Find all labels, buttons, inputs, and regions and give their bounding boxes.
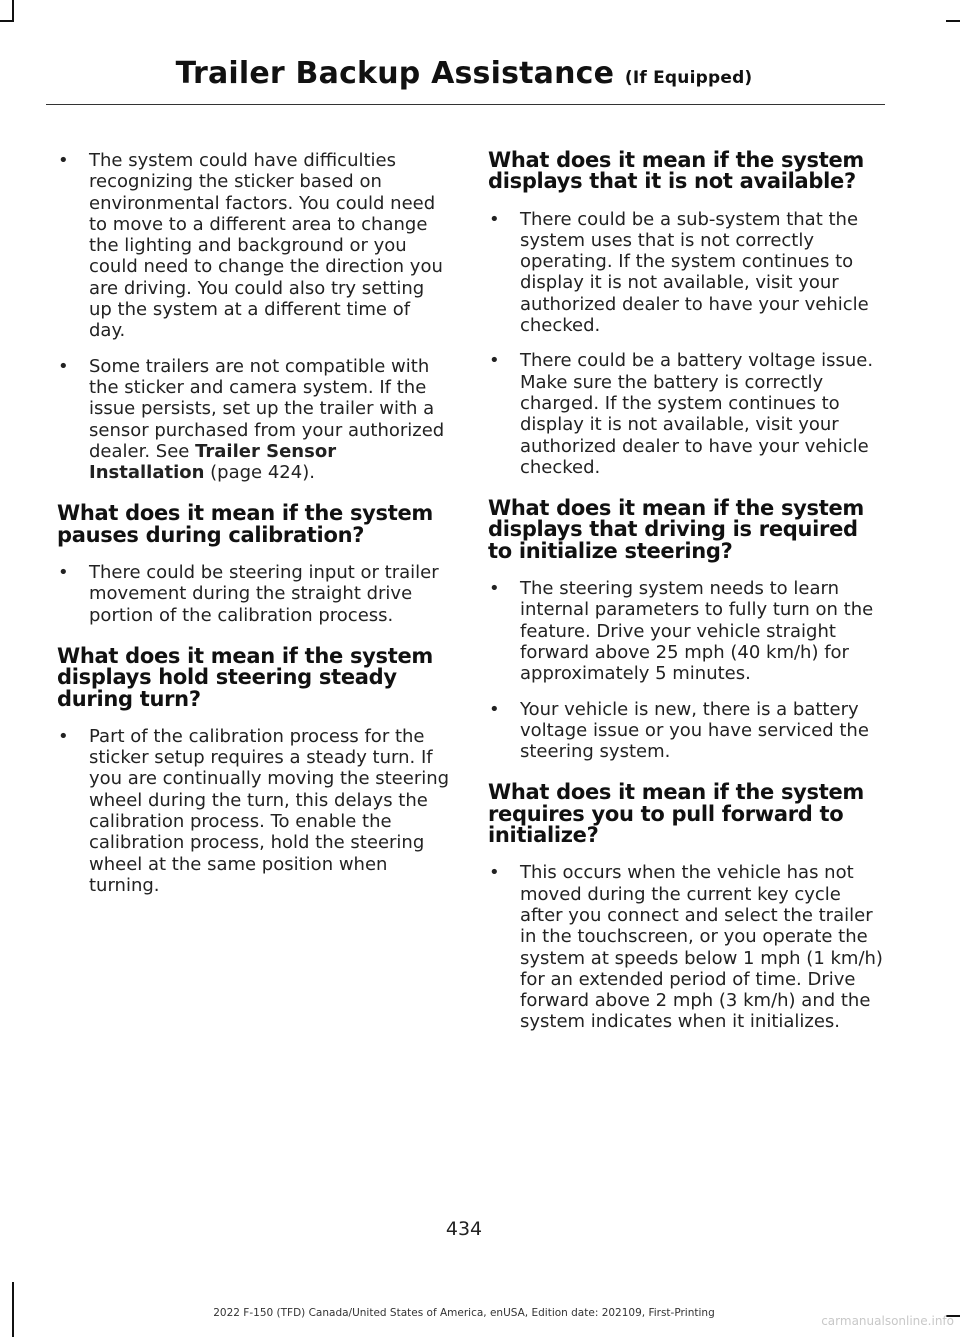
section-heading: What does it mean if the system pauses during calibration? [57,501,433,547]
bullet-text: There could be steering input or trailer movement during the straight drive portion of the calibration process. [89,562,439,626]
bullet-dot: • [58,562,69,584]
section-heading: What does it mean if the system displays that it is not available? [488,148,864,194]
crop-mark-top-right [946,20,960,22]
bullet-dot: • [58,725,69,747]
list-item [488,578,886,684]
header-title-text: Trailer Backup Assistance [175,56,615,91]
list-item [57,150,452,342]
bullet-dot: • [489,578,500,600]
bullet-text: This occurs when the vehicle has not moved during the current key cycle after you connect and select the trailer in the touchscreen, or you operate the system at speeds below 1 mph (1 km/h) for an extended period of time. Drive forward above 2 mph (3 km/h) and the system indicates when it initializes. [520,862,883,1033]
cross-reference-link[interactable]: Trailer Sensor Installation [89,440,337,484]
bullet-text: There could be a battery voltage issue. Make sure the battery is correctly charged. If the system continues to display it is not available, visit your authorized dealer to have your vehicle checked. [520,350,874,478]
bullet-text: The system could have difficulties recognizing the sticker based on environmental factors. You could need to move to a different area to change the lighting and background or you could need to change the direction you are driving. You could also try setting up the system at a different time of day. [89,150,443,342]
bullet-dot: • [489,862,500,884]
bullet-dot: • [58,355,69,377]
bullet-dot: • [489,350,500,372]
footer-edition-info: 2022 F-150 (TFD) Canada/United States of America, enUSA, Edition date: 202109, First-Printing [213,1307,715,1319]
bullet-dot: • [489,698,500,720]
list-item [488,699,886,763]
section-heading: What does it mean if the system requires you to pull forward to initialize? [488,780,864,848]
section-heading: What does it mean if the system displays that driving is required to initialize steering? [488,496,864,563]
header-divider [46,104,885,105]
section-heading: What does it mean if the system displays hold steering steady during turn? [57,643,433,711]
bullet-text: The steering system needs to learn internal parameters to fully turn on the feature. Drive your vehicle straight forward above 25 mph (40 km/h) for approximately 5 minutes. [520,578,874,685]
bullet-dot: • [58,150,69,171]
bullet-text: There could be a sub-system that the system uses that is not correctly operating. If the system continues to display it is not available, visit your authorized dealer to have your vehicle checked. [520,208,869,337]
crop-mark-top-left-h [0,20,14,22]
list-item [488,209,886,337]
list-item [57,726,452,896]
page-reference: (page 424). [210,462,315,484]
left-column [57,150,452,910]
list-item [488,350,886,478]
watermark: carmanualsonline.info [821,1314,954,1328]
list-item [488,862,886,1032]
right-column [488,150,886,1047]
list-item [57,562,452,626]
bullet-text: Some trailers are not compatible with the sticker and camera system. If the issue persists, set up the trailer with a sensor purchased from your authorized dealer. See [89,355,445,462]
bullet-text: Part of the calibration process for the sticker setup requires a steady turn. If you are continually moving the steering wheel during the turn, this delays the calibration process. To enable the calibration process, hold the steering wheel at the same position when turning. [89,725,450,896]
list-item [57,356,452,484]
page-header-title [0,56,928,91]
bullet-dot: • [489,208,500,230]
crop-mark-top-left-v [12,0,14,22]
header-subtitle: (If Equipped) [624,68,753,88]
bullet-text: Your vehicle is new, there is a battery voltage issue or you have serviced the steering system. [520,698,869,763]
page-number: 434 [445,1218,483,1240]
